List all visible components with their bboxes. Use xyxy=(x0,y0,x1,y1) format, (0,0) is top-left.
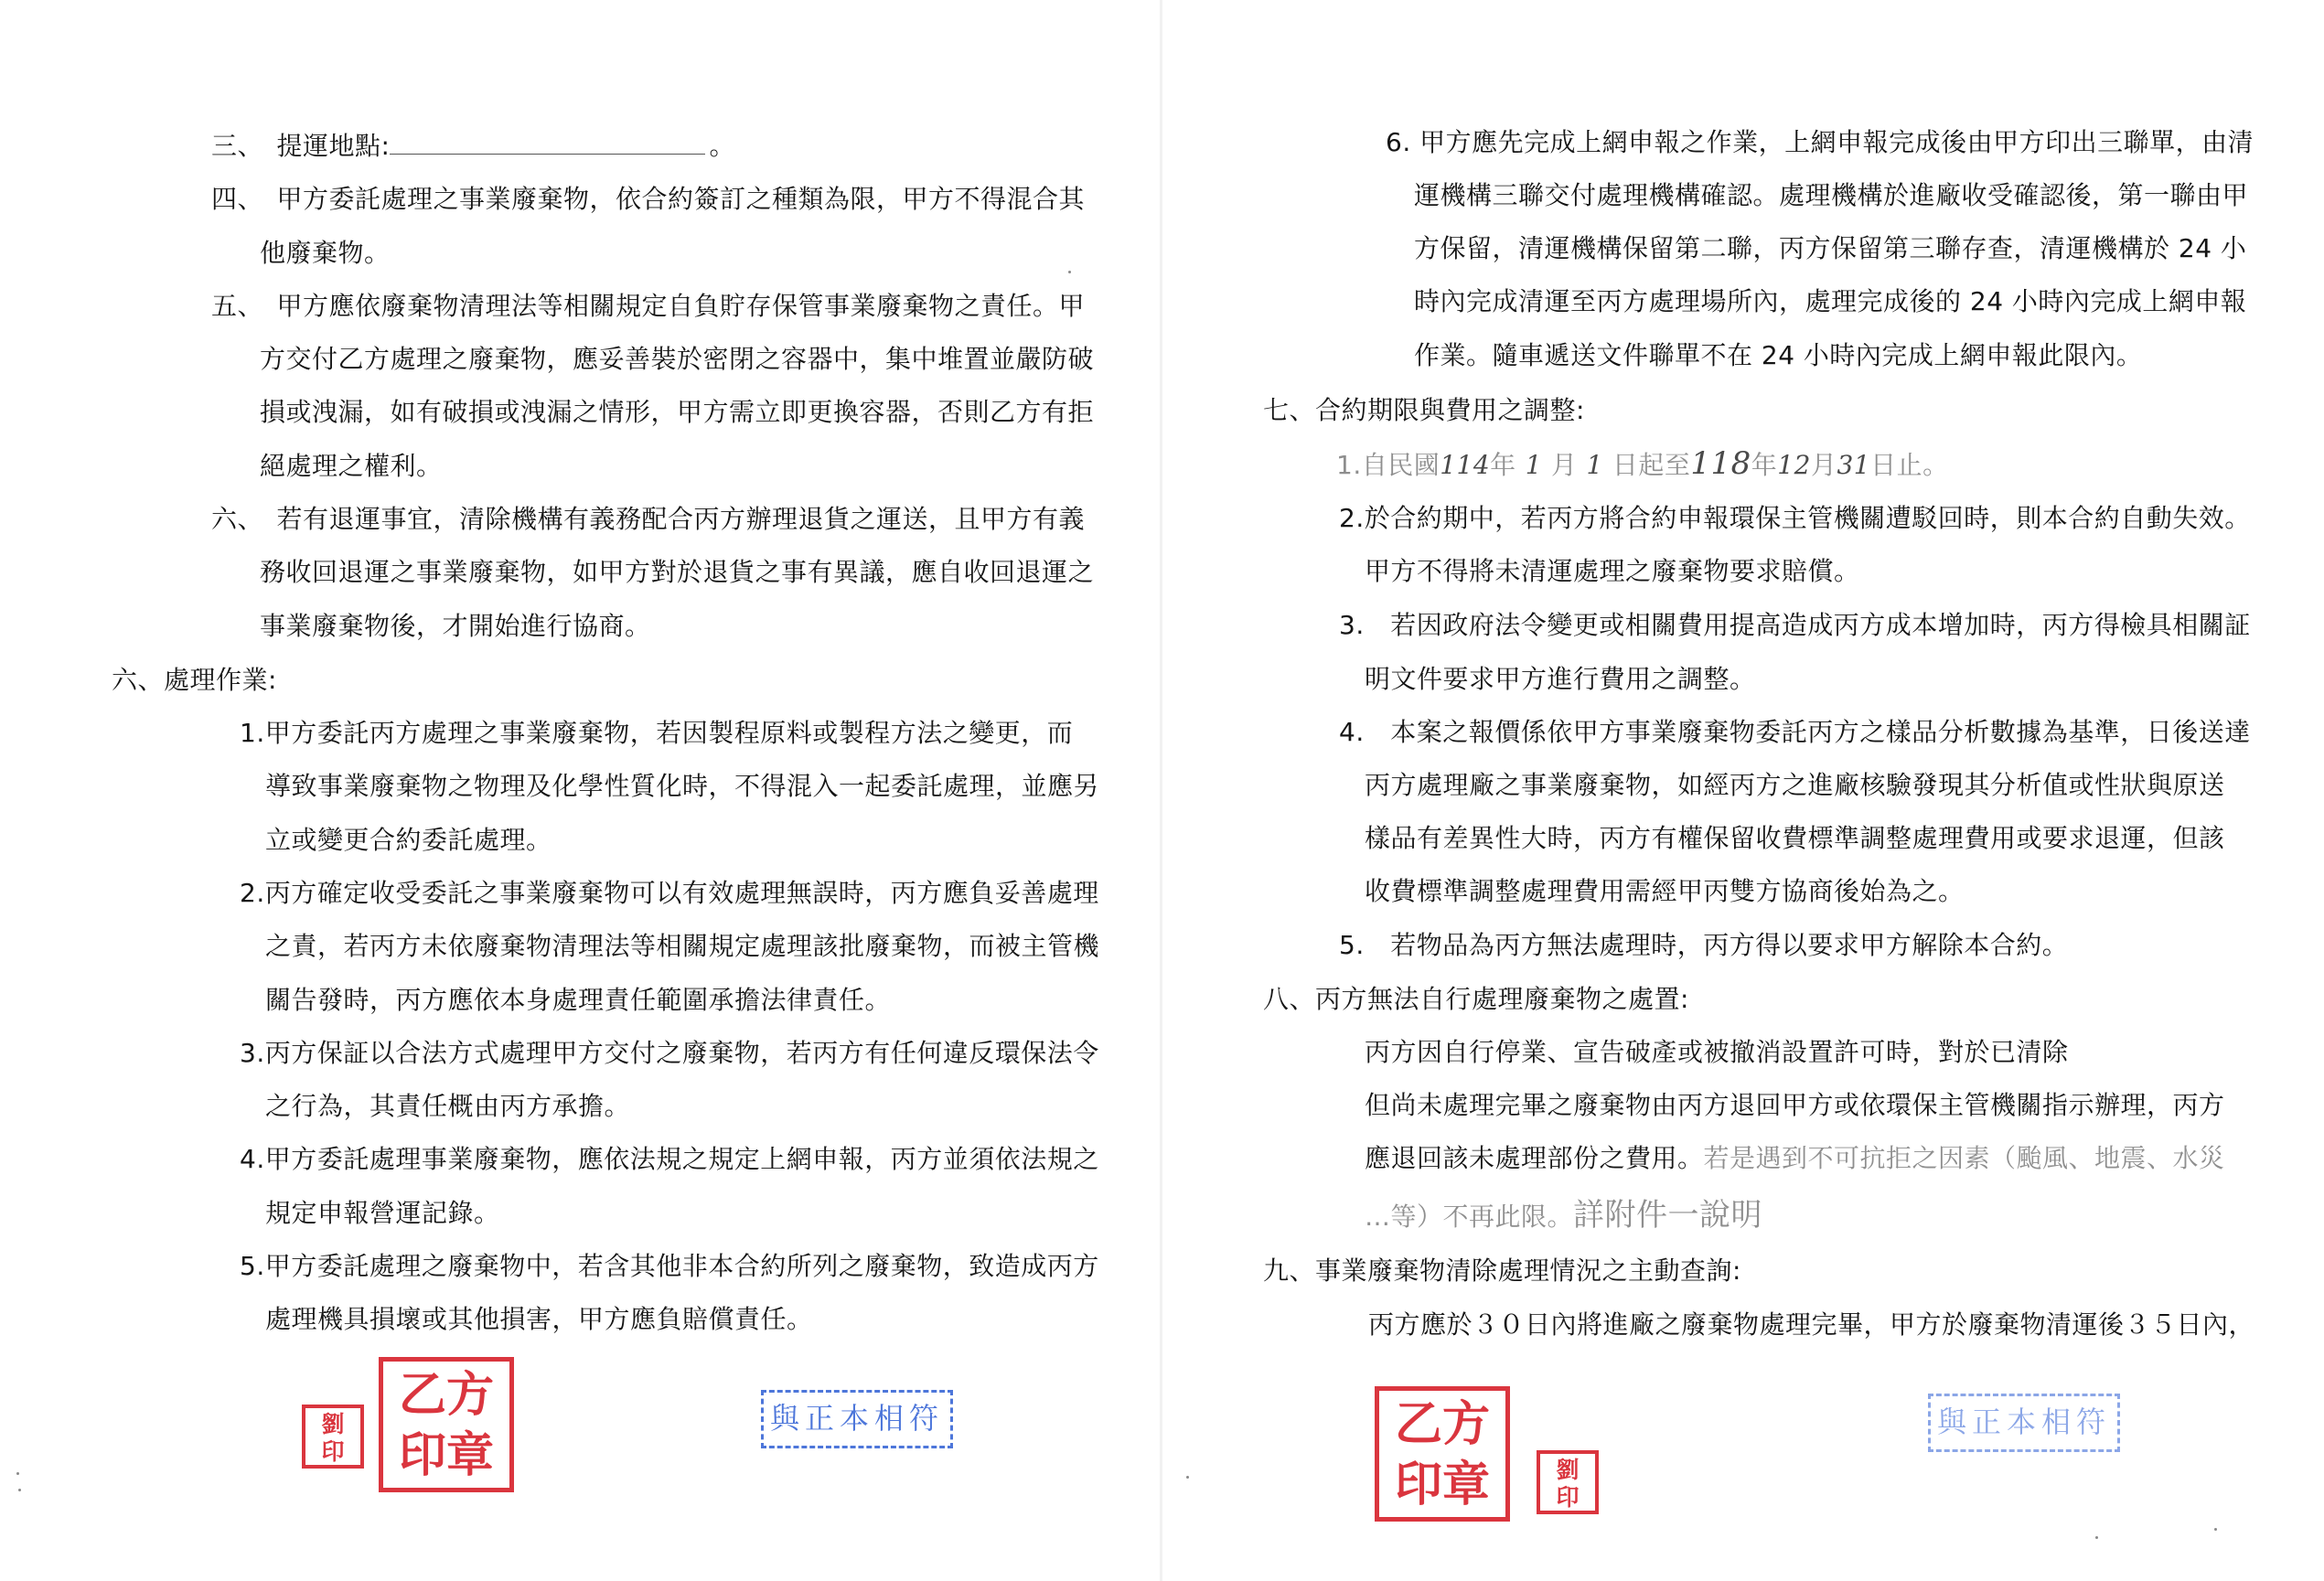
section-8-line-4-faint: …等）不再此限。 xyxy=(1365,1202,1574,1232)
processing-item-2-line-1: 2.丙方確定收受委託之事業廢棄物可以有效處理無誤時，丙方應負妥善處理 xyxy=(240,878,1099,908)
scan-speck xyxy=(1186,1476,1189,1479)
term-month-label: 月 xyxy=(1551,450,1578,480)
term-from-label: 日起至 xyxy=(1612,450,1691,480)
processing-item-1-line-2: 導致事業廢棄物之物理及化學性質化時，不得混入一起委託處理，並應另 xyxy=(265,771,1100,801)
term-end-month-handwritten: 12 xyxy=(1777,450,1811,480)
section-7-heading: 七、合約期限與費用之調整: xyxy=(1263,395,1585,425)
processing-item-3-line-2: 之行為，其責任概由丙方承擔。 xyxy=(265,1091,631,1121)
section-8-line-3 xyxy=(1365,1143,2225,1174)
term-item-3-line-1: 3. 若因政府法令變更或相關費用提高造成丙方成本增加時，丙方得檢具相關証 xyxy=(1339,610,2251,640)
term-item-5-line-1: 5. 若物品為丙方無法處理時，丙方得以要求甲方解除本合約。 xyxy=(1339,930,2069,960)
company-seal-right: 乙方 印章 xyxy=(1375,1386,1510,1522)
term-item-2-line-2: 甲方不得將未清運處理之廢棄物要求賠償。 xyxy=(1365,556,1860,586)
clause-6-line-1: 六、 若有退運事宜，清除機構有義務配合丙方辦理退貨之運送，且甲方有義 xyxy=(211,504,1086,534)
clause-3-line xyxy=(211,131,735,162)
section-8-line-2: 但尚未處理完畢之廢棄物由丙方退回甲方或依環保主管機關指示辦理，丙方 xyxy=(1365,1090,2225,1120)
section-8-line-3-faint: 若是遇到不可抗拒之因素（颱風、地震、水災 xyxy=(1703,1143,2225,1173)
processing-item-5-line-2: 處理機具損壞或其他損害，甲方應負賠償責任。 xyxy=(265,1304,813,1334)
item-6-line-3: 方保留，清運機構保留第二聯，丙方保留第三聯存查，清運機構於 24 小 xyxy=(1414,233,2247,263)
term-end-year-handwritten: 118 xyxy=(1690,445,1751,482)
section-8-attachment-note: 詳附件一說明 xyxy=(1573,1197,1763,1234)
item-6-line-4: 時內完成清運至丙方處理場所內，處理完成後的 24 小時內完成上網申報 xyxy=(1414,286,2247,316)
contract-term-line xyxy=(1336,445,1949,482)
clause-4-line-2: 他廢棄物。 xyxy=(260,238,391,268)
company-seal-left: 乙方 印章 xyxy=(379,1357,514,1492)
section-8-line-1: 丙方因自行停業、宣告破產或被撤消設置許可時，對於已清除 xyxy=(1365,1037,2069,1067)
processing-item-4-line-2: 規定申報營運記錄。 xyxy=(265,1198,500,1228)
term-year2-label: 年 xyxy=(1751,450,1778,480)
clause-5-line-2: 方交付乙方處理之廢棄物，應妥善裝於密閉之容器中，集中堆置並嚴防破 xyxy=(260,344,1095,374)
term-item-4-line-2: 丙方處理廠之事業廢棄物，如經丙方之進廠核驗發現其分析值或性狀與原送 xyxy=(1365,770,2225,800)
clause-6-line-2: 務收回退運之事業廢棄物，如甲方對於退貨之事有異議，應自收回退運之 xyxy=(260,557,1095,587)
section-8-heading: 八、丙方無法自行處理廢棄物之處置: xyxy=(1263,984,1689,1014)
term-start-year-handwritten: 114 xyxy=(1440,450,1491,480)
processing-item-3-line-1: 3.丙方保証以合法方式處理甲方交付之廢棄物，若丙方有任何違反環保法令 xyxy=(240,1038,1099,1068)
term-start-day-handwritten: 1 xyxy=(1586,450,1603,480)
item-6-line-1: 6. 甲方應先完成上網申報之作業，上網申報完成後由甲方印出三聯單，由清 xyxy=(1386,127,2254,157)
processing-item-1-line-3: 立或變更合約委託處理。 xyxy=(265,825,552,855)
term-item-3-line-2: 明文件要求甲方進行費用之調整。 xyxy=(1365,664,1756,694)
small-red-seal-left: 劉 印 xyxy=(302,1405,364,1469)
clause-6-line-3: 事業廢棄物後，才開始進行協商。 xyxy=(260,611,651,641)
term-year-label: 年 xyxy=(1490,450,1516,480)
section-9-heading: 九、事業廢棄物清除處理情況之主動查詢: xyxy=(1263,1255,1741,1286)
certified-true-copy-stamp-left: 與正本相符 xyxy=(761,1390,953,1448)
item-6-line-5: 作業。隨車遞送文件聯單不在 24 小時內完成上網申報此限內。 xyxy=(1414,340,2143,370)
clause-3-text: 三、 提運地點: xyxy=(211,131,391,161)
term-item-2-line-1: 2.於合約期中，若丙方將合約申報環保主管機關遭駁回時，則本合約自動失效。 xyxy=(1339,503,2251,533)
term-end-day-handwritten: 31 xyxy=(1837,450,1871,480)
processing-item-5-line-1: 5.甲方委託處理之廢棄物中，若含其他非本合約所列之廢棄物，致造成丙方 xyxy=(240,1251,1099,1281)
term-month2-label: 月 xyxy=(1810,450,1837,480)
processing-item-2-line-2: 之責，若丙方未依廢棄物清理法等相關規定處理該批廢棄物，而被主管機 xyxy=(265,931,1100,961)
processing-item-4-line-1: 4.甲方委託處理事業廢棄物，應依法規之規定上網申報，丙方並須依法規之 xyxy=(240,1144,1099,1174)
scan-speck xyxy=(2214,1528,2217,1531)
term-item-4-line-3: 樣品有差異性大時，丙方有權保留收費標準調整處理費用或要求退運，但該 xyxy=(1365,823,2225,853)
term-printed-label: 1.自民國 xyxy=(1336,450,1440,480)
term-item-4-line-1: 4. 本案之報價係依甲方事業廢棄物委託丙方之樣品分析數據為基準，日後送達 xyxy=(1339,717,2251,747)
clause-3-end: 。 xyxy=(709,131,735,161)
clause-5-line-3: 損或洩漏，如有破損或洩漏之情形，甲方需立即更換容器，否則乙方有拒 xyxy=(260,397,1095,427)
small-red-seal-right: 劉 印 xyxy=(1537,1450,1599,1514)
processing-item-1-line-1: 1.甲方委託丙方處理之事業廢棄物，若因製程原料或製程方法之變更，而 xyxy=(240,718,1074,748)
scan-speck xyxy=(18,1489,21,1491)
clause-4-line-1: 四、 甲方委託處理之事業廢棄物，依合約簽訂之種類為限，甲方不得混合其 xyxy=(211,184,1086,214)
clause-5-line-4: 絕處理之權利。 xyxy=(260,451,443,481)
section-8-line-3-dark: 應退回該未處理部份之費用。 xyxy=(1365,1143,1704,1173)
contract-page-right xyxy=(1162,0,2324,1581)
clause-5-line-1: 五、 甲方應依廢棄物清理法等相關規定自負貯存保管事業廢棄物之責任。甲 xyxy=(211,291,1086,321)
term-item-4-line-4: 收費標準調整處理費用需經甲丙雙方協商後始為之。 xyxy=(1365,876,1965,906)
term-end-label: 日止。 xyxy=(1870,450,1949,480)
scan-speck xyxy=(1068,271,1071,273)
section-8-line-4 xyxy=(1365,1197,1763,1234)
certified-true-copy-stamp-right: 與正本相符 xyxy=(1928,1394,2120,1452)
section-processing-heading: 六、處理作業: xyxy=(112,665,277,695)
scan-speck xyxy=(2095,1536,2098,1539)
scan-speck xyxy=(16,1472,19,1475)
pickup-location-blank xyxy=(390,134,705,155)
section-9-line-1: 丙方應於３０日內將進廠之廢棄物處理完畢，甲方於廢棄物清運後３５日內， xyxy=(1368,1309,2255,1340)
processing-item-2-line-3: 關告發時，丙方應依本身處理責任範圍承擔法律責任。 xyxy=(265,985,892,1015)
term-start-month-handwritten: 1 xyxy=(1525,450,1543,480)
item-6-line-2: 運機構三聯交付處理機構確認。處理機構於進廠收受確認後，第一聯由甲 xyxy=(1414,180,2249,210)
